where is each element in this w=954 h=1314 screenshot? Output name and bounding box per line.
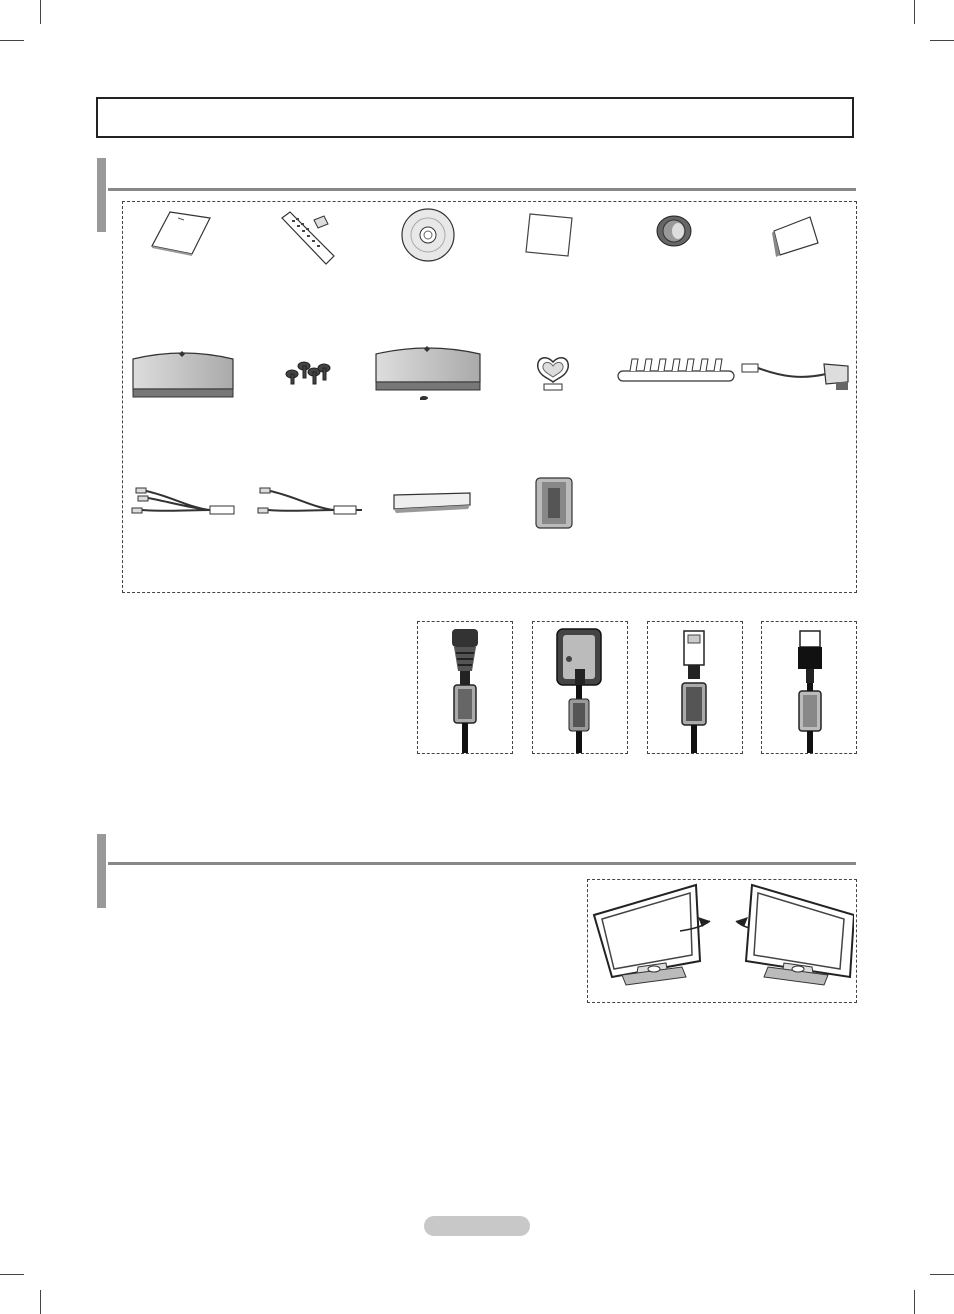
stand-bar-icon xyxy=(390,487,474,515)
hdmi-cable-ferrite-icon xyxy=(786,625,834,753)
section-marker-bar xyxy=(97,158,106,232)
stand-cover-with-screw-icon xyxy=(372,340,484,406)
page-number-pill xyxy=(424,1216,530,1236)
section-rule xyxy=(108,188,856,191)
scart-cable-icon xyxy=(740,356,854,394)
crop-mark xyxy=(40,0,41,24)
lan-cable-ferrite-icon xyxy=(670,625,718,753)
cd-disc-icon xyxy=(400,207,456,263)
crop-mark xyxy=(0,1274,24,1275)
crop-mark xyxy=(914,1290,915,1314)
cleaning-cloth-icon xyxy=(524,210,576,258)
tv-swivel-icon xyxy=(592,883,854,999)
page-title-box xyxy=(96,97,854,138)
remote-control-icon xyxy=(276,206,342,268)
ferrite-core-icon xyxy=(530,474,578,532)
crop-mark xyxy=(930,1274,954,1275)
stand-cover-icon xyxy=(129,345,237,401)
section-rule xyxy=(108,862,856,865)
screws-icon xyxy=(282,352,332,388)
warranty-card-icon xyxy=(770,213,822,259)
ac-adapter-ferrite-icon xyxy=(553,625,607,753)
crop-mark xyxy=(930,40,954,41)
crop-mark xyxy=(0,40,24,41)
av-cable-icon xyxy=(130,484,240,520)
manual-icon xyxy=(148,208,214,258)
crop-mark xyxy=(40,1290,41,1314)
holder-ring-icon xyxy=(654,213,694,249)
cable-holder-icon xyxy=(532,352,574,394)
component-audio-cable-icon xyxy=(254,484,364,520)
section-marker-bar xyxy=(97,834,106,908)
cable-tie-strip-icon xyxy=(614,355,738,387)
power-cord-ferrite-icon xyxy=(440,625,490,753)
crop-mark xyxy=(914,0,915,24)
